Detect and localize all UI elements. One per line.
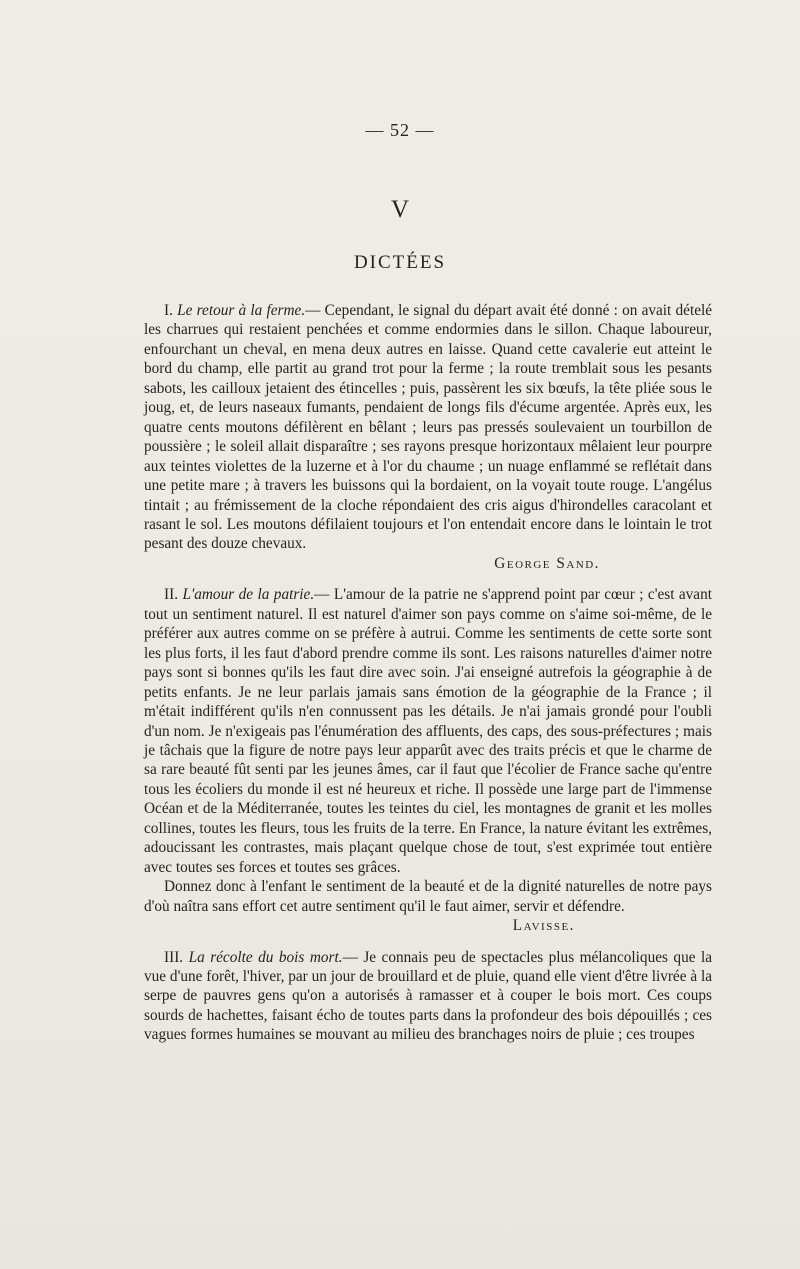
dictee-1-author: George Sand.: [494, 554, 600, 572]
dictee-1-paragraph-1: [144, 301, 712, 554]
dictee-2-text-1: L'amour de la patrie ne s'apprend point par cœur ; c'est avant tout un sentiment naturel. Il est naturel d'aimer son pays comme on s'aime soi-même, de le préférer aux autres comme on se préfère à autrui. Comme les sentiments de cette sorte sont les plus forts, il les faut d'abord prendre comme ils sont. Les raisons naturelles d'aimer notre pays sont si bonnes qu'ils les faut dire avec soin. J'ai enseigné autrefois la géographie à de petits enfants. Je ne leur parlais jamais sans émotion de la géographie de la France ; il m'était indifférent qu'ils n'en connussent pas les détails. Je n'ai jamais grondé pour l'oubli d'un nom. Je n'exigeais pas l'énumération des affluents, des caps, des sous-préfectures ; mais je tâchais que la figure de notre pays leur apparût avec des traits précis et que le charme de sa rare beauté fût senti par les jeunes âmes, car il faut que l'écolier de France sache qu'entre tous les écoliers du monde il est né heureux et riche. Il possède une large part de l'immense Océan et de la Méditerranée, toutes les teintes du ciel, les montagnes de granit et les molles collines, toutes les fleurs, tous les fruits de la terre. En France, la nature évitant les extrêmes, adoucissant les contrastes, mais plaçant quelque chose de tout, s'est exprimée tout entière avec toutes ses forces et toutes ses grâces.: [144, 586, 712, 876]
dictee-2-paragraph-2: Donnez donc à l'enfant le sentiment de la beauté et de la dignité naturelles de notre pays d'où naîtra sans effort cet autre sentiment qu'il le faut aimer, servir et défendre.: [144, 878, 712, 915]
dictee-2-number: II.: [164, 586, 179, 604]
body-text: [144, 301, 712, 1045]
dictee-3-title: La récolte du bois mort.: [188, 948, 343, 966]
dictee-1-dash: —: [305, 302, 321, 319]
chapter-number: V: [390, 196, 410, 223]
dictee-1-number: I.: [164, 302, 173, 319]
dictee-3-paragraph-1: [144, 948, 712, 1045]
dictee-3-number: III.: [164, 948, 184, 966]
dictee-3-dash: —: [342, 948, 358, 966]
dictee-1-title: Le retour à la ferme.: [177, 302, 306, 319]
dictee-2-paragraph-1: [144, 585, 712, 877]
page-number: — 52 —: [365, 120, 435, 140]
dictee-1-text: Cependant, le signal du départ avait été donné : on avait dételé les charrues qui restaient penchées et comme endormies dans le sillon. Chaque laboureur, enfourchant un cheval, en mena deux autres en laisse. Quand cette cavalerie eut atteint le bord du champ, elle partit au grand trot pour la ferme ; la route tremblait sous les pesants sabots, les cailloux jetaient des étincelles ; puis, passèrent les six bœufs, la tête pliée sous le joug, et, de leurs naseaux fumants, pendaient de longs fils d'écume argentée. Après eux, les quatre cents moutons défilèrent en bêlant ; leurs pas pressés soulevaient un tourbillon de poussière ; le soleil allait disparaître ; ses rayons presque horizontaux mêlaient leur pourpre aux teintes violettes de la luzerne et à l'or du chaume ; un nuage enflammé se reflétait dans une petite mare ; à travers les buissons qui la bordaient, on la voyait toute rouge. L'angélus tintait ; au frémissement de la cloche répondaient des cris aigus d'hirondelles caracolant et rasant le sol. Les moutons défilaient toujours et l'on entendait encore dans le lointain le trot pesant des douze chevaux.: [144, 302, 713, 553]
dictee-2-dash: —: [314, 586, 330, 604]
section-title: DICTÉES: [353, 252, 447, 273]
dictee-3-text: Je connais peu de spectacles plus mélancoliques que la vue d'une forêt, l'hiver, par un jour de brouillard et de pluie, quand elle vient d'être livrée à la serpe de pauvres gens qu'on a autorisés à ramasser et à couper le bois mort. Ces coups sourds de hachettes, faisant écho de toutes parts dans la profondeur des bois dépouillés ; ces vagues formes humaines se mouvant au milieu des branchages noirs de pluie ; ces troupes: [144, 948, 713, 1044]
dictee-2-title: L'amour de la patrie.: [182, 586, 315, 604]
dictee-2-author: Lavisse.: [512, 917, 575, 935]
